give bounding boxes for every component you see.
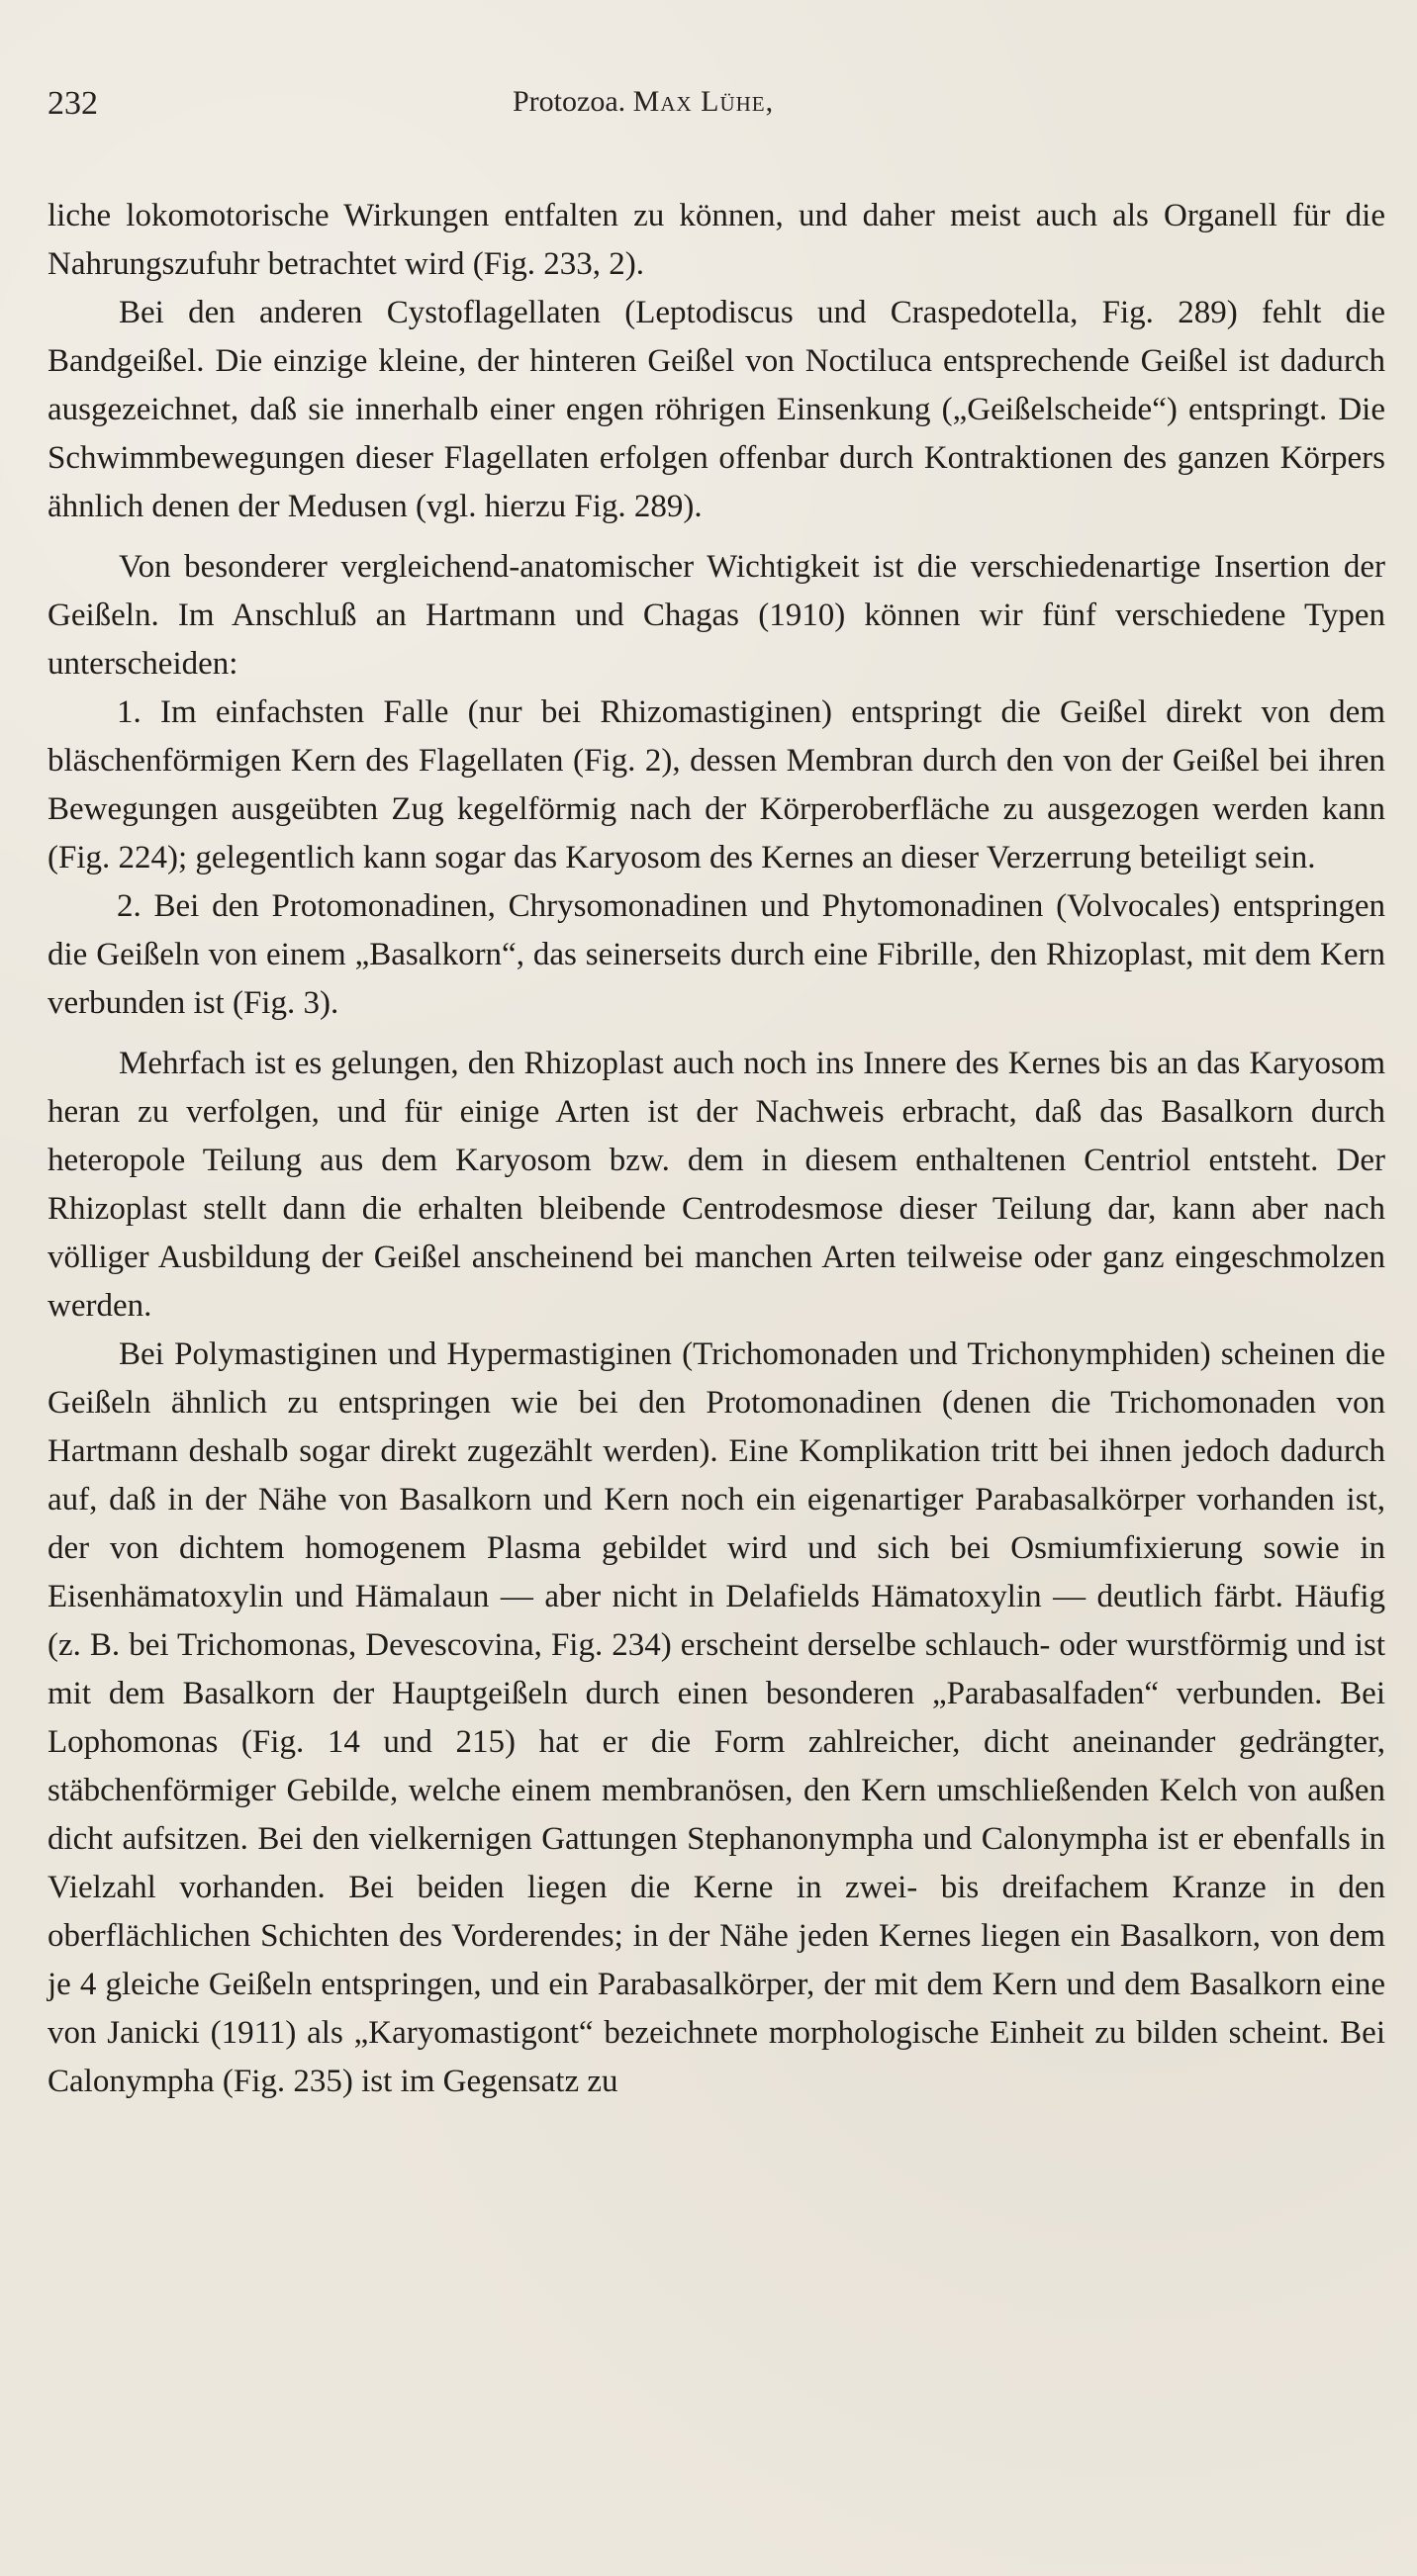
paragraph-2: Bei den anderen Cystoflagellaten (Leptodiscus und Craspedotella, Fig. 289) fehlt die Bandgeißel. Die einzige kleine, der hinteren Geißel von Noctiluca entsprechende Geißel ist dadurch ausgezeichnet, daß sie innerhalb einer engen röhrigen Einsenkung („Geißelscheide“) entspringt. Die Schwimmbewegungen dieser Flagellaten erfolgen offenbar durch Kontraktionen des ganzen Körpers ähnlich denen der Medusen (vgl. hierzu Fig. 289). <box>47 295 1385 524</box>
list-item-2: 2. Bei den Protomonadinen, Chrysomonadinen und Phytomonadinen (Volvocales) entspringen die Geißeln von einem „Basalkorn“, das seinerseits durch eine Fibrille, den Rhizoplast, mit dem Kern verbunden ist (Fig. 3). <box>47 888 1385 1021</box>
paragraph-1: liche lokomotorische Wirkungen entfalten zu können, und daher meist auch als Organell für die Nahrungszufuhr betrachtet wird (Fig. 233, 2). <box>47 198 1385 282</box>
running-head <box>513 85 774 119</box>
paragraph-5: Bei Polymastiginen und Hypermastiginen (Trichomonaden und Trichonymphiden) scheinen die Geißeln ähnlich zu entspringen wie bei den Protomonadinen (denen die Trichomonaden von Hartmann deshalb sogar direkt zugezählt werden). Eine Komplikation tritt bei ihnen jedoch dadurch auf, daß in der Nähe von Basalkorn und Kern noch ein eigenartiger Parabasalkörper vorhanden ist, der von dichtem homogenem Plasma gebildet wird und sich bei Osmiumfixierung sowie in Eisenhämatoxylin und Hämalaun — aber nicht in Delafields Hämatoxylin — deutlich färbt. Häufig (z. B. bei Trichomonas, Devescovina, Fig. 234) erscheint derselbe schlauch- oder wurstförmig und ist mit dem Basalkorn der Hauptgeißeln durch einen besonderen „Parabasalfaden“ verbunden. Bei Lophomonas (Fig. 14 und 215) hat er die Form zahlreicher, dicht aneinander gedrängter, stäbchenförmiger Gebilde, welche einem membranösen, den Kern umschließenden Kelch von außen dicht aufsitzen. Bei den vielkernigen Gattungen Stephanonympha und Calonympha ist er ebenfalls in Vielzahl vorhanden. Bei beiden liegen die Kerne in zwei- bis dreifachem Kranze in den oberflächlichen Schichten des Vorderendes; in der Nähe jeden Kernes liegen ein Basalkorn, von dem je 4 gleiche Geißeln entspringen, und ein Parabasalkörper, der mit dem Kern und dem Basalkorn eine von Janicki (1911) als „Karyomastigont“ bezeichnete morphologische Einheit zu bilden scheint. Bei Calonympha (Fig. 235) ist im Gegensatz zu <box>47 1336 1385 2099</box>
list-item-1: 1. Im einfachsten Falle (nur bei Rhizomastiginen) entspringt die Geißel direkt von dem bläschenförmigen Kern des Flagellaten (Fig. 2), dessen Membran durch den von der Geißel bei ihren Bewegungen ausgeübten Zug kegelförmig nach der Körperoberfläche zu ausgezogen werden kann (Fig. 224); gelegentlich kann sogar das Karyosom des Kernes an dieser Verzerrung beteiligt sein. <box>47 694 1385 875</box>
page-number: 232 <box>47 85 98 122</box>
page-header <box>47 85 1385 133</box>
running-head-title: Protozoa. <box>513 85 626 118</box>
running-head-author: Max Lühe, <box>632 85 775 118</box>
paragraph-4: Mehrfach ist es gelungen, den Rhizoplast auch noch ins Innere des Kernes bis an das Karyosom heran zu verfolgen, und für einige Arten ist der Nachweis erbracht, daß das Basalkorn durch heteropole Teilung aus dem Karyosom bzw. dem in diesem enthaltenen Centriol entsteht. Der Rhizoplast stellt dann die erhalten bleibende Centrodesmose dieser Teilung dar, kann aber nach völliger Ausbildung der Geißel anscheinend bei manchen Arten teilweise oder ganz eingeschmolzen werden. <box>47 1046 1385 1324</box>
body-text <box>47 192 1385 2106</box>
paragraph-3: Von besonderer vergleichend-anatomischer Wichtigkeit ist die verschiedenartige Insertion der Geißeln. Im Anschluß an Hartmann und Chagas (1910) können wir fünf verschiedene Typen unterscheiden: <box>47 549 1385 682</box>
